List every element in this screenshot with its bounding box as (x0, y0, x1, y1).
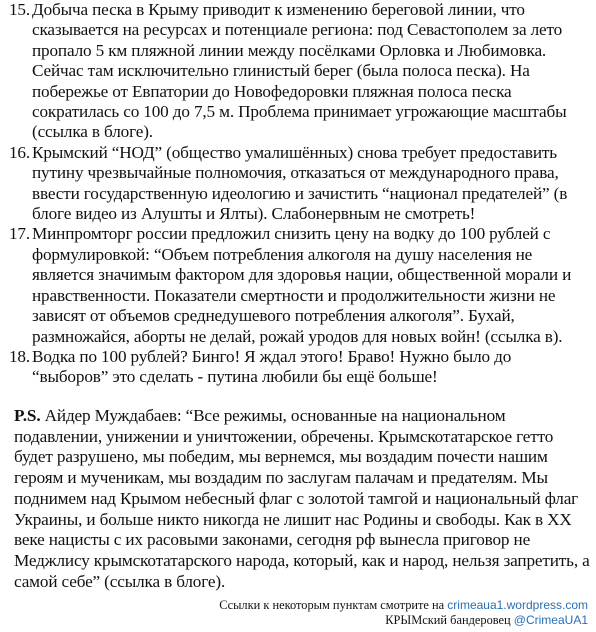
list-item-text: Минпромторг россии предложил снизить цену на водку до 100 рублей с формулировкой: “Объем потребления алкоголя на душу населения не является значимым фактором для здоровья нации, общественной морали и нравственности. Показатели смертности и продолжительности жизни не зависят от объемов среднедушевого потребления алкоголя”. Бухай, размножайся, аборты не делай, рожай уродов для новых войн! (ссылка в). (32, 224, 572, 346)
list-item (0, 224, 590, 346)
list-item-number: 16. (8, 142, 30, 162)
footer-credits (219, 598, 588, 628)
footer-line-author (219, 613, 588, 628)
footer-links-text: Ссылки к некоторым пунктам смотрите на (219, 598, 445, 612)
list-item (0, 143, 590, 225)
twitter-handle-link[interactable]: @CrimeaUA1 (513, 613, 588, 627)
footer-line-links (219, 598, 588, 613)
postscript (14, 406, 592, 592)
list-item (0, 347, 590, 388)
list-item-text: Водка по 100 рублей? Бинго! Я ждал этого! Браво! Нужно было до “выборов” это сделать - путина любили бы ещё больше! (32, 346, 512, 387)
blog-link[interactable]: crimeaua1.wordpress.com (447, 598, 588, 612)
list-item-number: 18. (8, 346, 30, 366)
postscript-text: Айдер Муждабаев: “Все режимы, основанные на национальном подавлении, унижении и уничтожении, обречены. Крымскотатарское гетто будет разрушено, мы победим, мы вернемся, мы воздадим почести нашим героям и мученикам, мы воздадим по заслугам палачам и предателям. Мы поднимем над Крымом небесный флаг с золотой тамгой и национальный флаг Украины, и больше никто никогда не лишит нас Родины и свободы. Как в XX веке нацисты с их расовыми законами, сегодня рф вынесла приговор не Меджлису крымскотатарского народа, который, как и народ, нельзя запретить, а самой себе” (ссылка в блоге). (14, 406, 590, 591)
footer-author-text: КРЫМский бандеровец (385, 613, 511, 627)
postscript-label: P.S. (14, 406, 41, 425)
list-item-text: Добыча песка в Крыму приводит к изменению береговой линии, что сказывается на ресурсах и потенциале региона: под Севастополем за лето пропало 5 км пляжной линии между посёлками Орловка и Любимовка. Сейчас там исключительно глинистый берег (была полоса песка). На побережье от Евпатории до Новофедоровки пляжная полоса песка сократилась со 100 до 7,5 м. Проблема принимает угрожающие масштабы (ссылка в блоге). (32, 0, 567, 142)
list-item-number: 15. (8, 0, 30, 19)
list-item (0, 0, 590, 143)
list-item-text: Крымский “НОД” (общество умалишённых) снова требует предоставить путину чрезвычайные полномочия, отказаться от международного права, ввести государственную идеологию и зачистить “национал предателей” (в блоге видео из Алушты и Ялты). Слабонервным не смотреть! (32, 142, 568, 224)
list-item-number: 17. (8, 224, 30, 244)
